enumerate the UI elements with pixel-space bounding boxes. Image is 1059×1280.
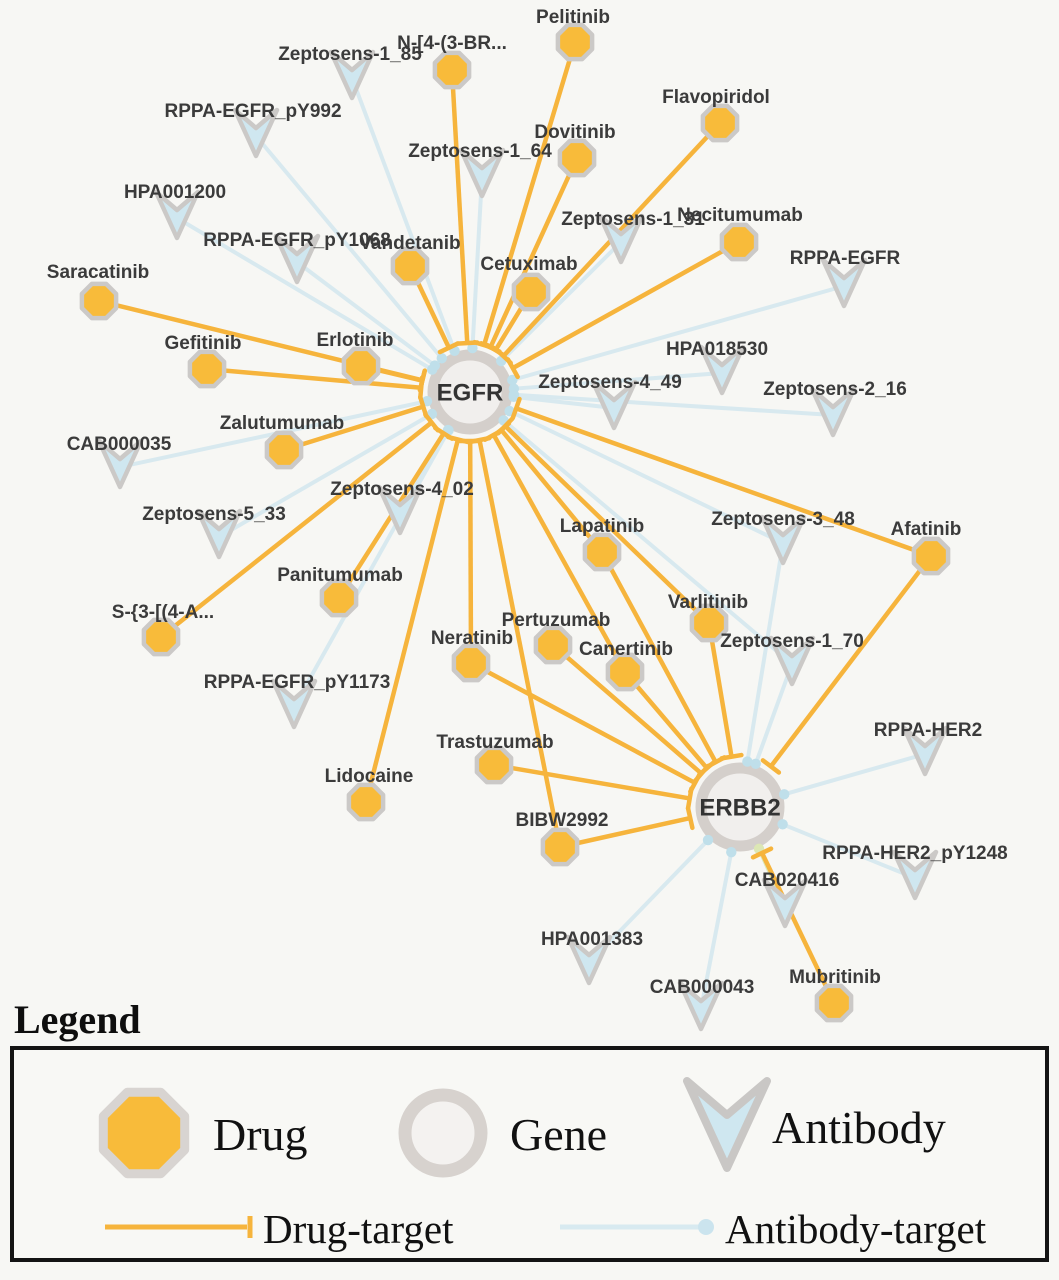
node-label-zeptosens-1-64: Zeptosens-1_64 [408,140,552,162]
legend-drug-label: Drug [213,1109,308,1160]
node-label-n4-3br: N-[4-(3-BR... [397,32,507,54]
drug-node-pertuzumab[interactable] [536,628,570,662]
antibody-target-edge-icon [555,1212,725,1242]
legend-antibody-target-label: Antibody-target [725,1206,987,1252]
node-label-saracatinib: Saracatinib [46,261,150,283]
node-label-panitumumab: Panitumumab [277,564,403,586]
drug-node-afatinib[interactable] [914,539,948,573]
node-label-pertuzumab: Pertuzumab [501,609,611,631]
drug-node-trastuzumab[interactable] [477,748,511,782]
node-label-zeptosens-5-33: Zeptosens-5_33 [142,503,286,525]
edge-rppa-her2-erbb2 [784,754,925,794]
edge-n4-3br-egfr [452,70,467,343]
drug-target-edge-icon [100,1212,265,1242]
node-label-lidocaine: Lidocaine [324,765,414,787]
node-label-zeptosens-3-48: Zeptosens-3_48 [711,508,855,530]
drug-node-gefitinib[interactable] [190,352,224,386]
edge-trastuzumab-erbb2 [494,765,690,798]
drug-node-lidocaine[interactable] [349,785,383,819]
node-label-neratinib: Neratinib [430,627,514,649]
node-label-mubritinib: Mubritinib [789,966,881,988]
drug-node-cetuximab[interactable] [514,275,548,309]
labels-layer [47,7,1008,998]
edge-dot-rppa-egfr-py1068-egfr [430,360,440,370]
node-label-gefitinib: Gefitinib [164,332,242,354]
node-label-s3-4a: S-{3-[(4-A... [111,601,215,623]
node-label-hpa001383: HPA001383 [540,928,644,950]
drug-node-n4-3br[interactable] [435,53,469,87]
drug-node-canertinib[interactable] [608,655,642,689]
node-label-rppa-her2-py1248: RPPA-HER2_pY1248 [822,842,1008,864]
edge-dot-zeptosens-1-70-erbb2 [751,759,761,769]
node-label-zeptosens-1-85: Zeptosens-1_85 [278,43,422,65]
drug-node-neratinib[interactable] [454,646,488,680]
gene-label-egfr: EGFR [436,379,504,407]
drug-node-mubritinib[interactable] [817,986,851,1020]
node-label-lapatinib: Lapatinib [559,515,645,537]
drug-node-lapatinib[interactable] [585,535,619,569]
drug-node-bibw2992[interactable] [543,830,577,864]
node-label-varlitinib: Varlitinib [667,591,749,613]
node-label-rppa-egfr-py1068: RPPA-EGFR_pY1068 [203,229,391,251]
node-label-zeptosens-1-31: Zeptosens-1_31 [561,208,705,230]
legend-drug-target-label: Drug-target [263,1206,454,1252]
node-label-rppa-egfr-py992: RPPA-EGFR_pY992 [164,100,342,122]
node-label-erlotinib: Erlotinib [316,329,394,351]
drug-node-pelitinib[interactable] [558,25,592,59]
node-label-pelitinib: Pelitinib [536,6,610,28]
node-label-rppa-her2: RPPA-HER2 [873,719,983,741]
edge-dot-cab000043-erbb2 [726,847,736,857]
node-label-zeptosens-1-70: Zeptosens-1_70 [720,630,864,652]
node-label-trastuzumab: Trastuzumab [436,731,554,753]
drug-node-s3-4a[interactable] [144,620,178,654]
drug-node-panitumumab[interactable] [322,581,356,615]
edge-tee-bibw2992-erbb2 [688,808,692,828]
node-label-canertinib: Canertinib [579,638,673,660]
node-label-zeptosens-4-49: Zeptosens-4_49 [538,371,682,393]
drug-node-zalutumumab[interactable] [267,433,301,467]
node-label-vandetanib: Vandetanib [359,232,461,254]
drug-node-saracatinib[interactable] [82,284,116,318]
node-label-rppa-egfr-py1173: RPPA-EGFR_pY1173 [203,671,391,693]
gene-label-erbb2: ERBB2 [699,794,781,822]
node-label-rppa-egfr: RPPA-EGFR [789,247,901,269]
node-label-cab000035: CAB000035 [66,433,172,455]
node-label-zeptosens-4-02: Zeptosens-4_02 [330,478,474,500]
node-label-zeptosens-2-16: Zeptosens-2_16 [763,378,907,400]
drug-node-icon [92,1081,196,1185]
node-label-hpa001200: HPA001200 [123,181,227,203]
node-label-hpa018530: HPA018530 [665,338,769,360]
node-label-zalutumumab: Zalutumumab [219,412,345,434]
antibody-node-icon [672,1068,782,1192]
legend-gene-label: Gene [510,1109,608,1160]
drug-node-dovitinib[interactable] [560,141,594,175]
edge-tee-erlotinib-egfr [420,371,425,390]
node-label-cab000043: CAB000043 [649,976,755,998]
drug-node-necitumumab[interactable] [722,225,756,259]
node-label-necitumumab: Necitumumab [677,204,803,226]
drug-node-vandetanib[interactable] [393,249,427,283]
gene-node-icon [391,1081,495,1185]
node-label-afatinib: Afatinib [890,518,962,540]
edge-dot-hpa001383-erbb2 [703,835,713,845]
node-label-dovitinib: Dovitinib [534,121,616,143]
drug-node-flavopiridol[interactable] [703,106,737,140]
node-label-cab020416: CAB020416 [734,869,840,891]
legend-antibody-label: Antibody [772,1102,946,1153]
node-label-bibw2992: BIBW2992 [515,809,609,831]
node-label-cetuximab: Cetuximab [480,253,578,275]
node-label-flavopiridol: Flavopiridol [662,86,770,108]
drug-node-erlotinib[interactable] [344,349,378,383]
legend-title: Legend [14,997,141,1042]
